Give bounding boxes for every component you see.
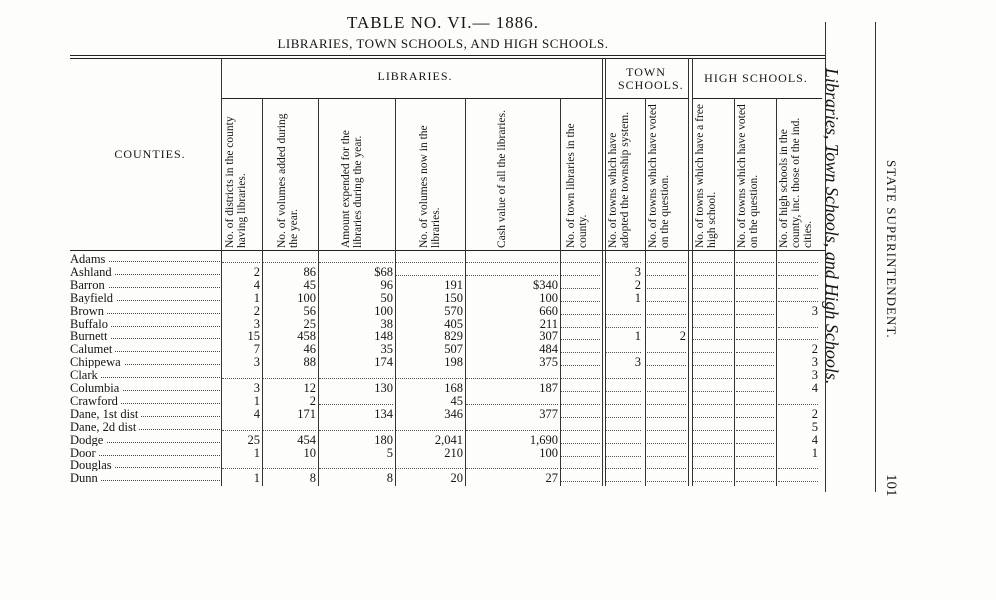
value-cell: 484: [539, 342, 558, 357]
value-cell: 5: [811, 419, 818, 434]
empty-cell: [647, 442, 686, 444]
empty-cell: [606, 480, 641, 482]
empty-cell: [647, 364, 686, 366]
empty-cell: [396, 377, 463, 379]
empty-cell: [561, 442, 600, 444]
county-cell: [70, 330, 220, 342]
county-cell: [70, 447, 220, 459]
empty-cell: [561, 390, 600, 392]
county-name: Adams: [70, 253, 108, 265]
value-cell: 346: [444, 406, 463, 421]
empty-cell: [606, 351, 641, 353]
group-rule-high: [692, 98, 822, 99]
empty-cell: [606, 377, 641, 379]
county-cell: [70, 369, 220, 381]
empty-cell: [606, 467, 641, 469]
value-cell: 88: [303, 355, 316, 370]
table-row: [70, 421, 820, 433]
empty-cell: [647, 403, 686, 405]
empty-cell: [693, 455, 732, 457]
empty-cell: [606, 416, 641, 418]
value-cell: 96: [380, 277, 393, 292]
empty-cell: [561, 467, 600, 469]
empty-cell: [561, 300, 600, 302]
county-cell: [70, 459, 220, 471]
value-cell: 100: [297, 290, 316, 305]
value-cell: 1,690: [529, 432, 558, 447]
empty-cell: [561, 403, 600, 405]
group-rule-libraries: [222, 98, 603, 99]
empty-cell: [561, 364, 600, 366]
empty-cell: [736, 416, 774, 418]
empty-cell: [396, 274, 463, 276]
value-cell: 8: [309, 471, 316, 486]
empty-cell: [693, 467, 732, 469]
empty-cell: [263, 467, 316, 469]
value-cell: 86: [303, 264, 316, 279]
value-cell: 50: [380, 290, 393, 305]
empty-cell: [561, 351, 600, 353]
empty-cell: [693, 416, 732, 418]
value-cell: 168: [444, 381, 463, 395]
county-name: Burnett: [70, 330, 111, 342]
value-cell: 5: [386, 445, 393, 460]
county-name: Calumet: [70, 343, 115, 355]
empty-cell: [561, 455, 600, 457]
empty-cell: [319, 467, 393, 469]
value-cell: 130: [374, 381, 393, 395]
county-name: Dunn: [70, 472, 101, 484]
value-cell: 100: [539, 445, 558, 460]
empty-cell: [647, 480, 686, 482]
value-cell: $68: [374, 264, 393, 279]
empty-cell: [647, 455, 686, 457]
empty-cell: [561, 313, 600, 315]
empty-cell: [736, 480, 774, 482]
empty-cell: [561, 326, 600, 328]
empty-cell: [396, 429, 463, 431]
value-cell: 3: [634, 355, 641, 370]
empty-cell: [222, 261, 260, 263]
table-row: [70, 330, 820, 342]
empty-cell: [466, 261, 558, 263]
group-header-libraries: LIBRARIES.: [377, 69, 453, 83]
value-cell: 211: [539, 316, 558, 331]
value-cell: 307: [539, 329, 558, 344]
value-cell: 38: [380, 316, 393, 331]
empty-cell: [263, 377, 316, 379]
empty-cell: [561, 338, 600, 340]
empty-cell: [693, 313, 732, 315]
county-name: Ashland: [70, 266, 115, 278]
value-cell: 25: [247, 432, 260, 447]
value-cell: 171: [297, 406, 316, 421]
empty-cell: [693, 442, 732, 444]
empty-cell: [466, 274, 558, 276]
value-cell: 1: [253, 445, 260, 460]
value-cell: 7: [253, 342, 260, 357]
empty-cell: [647, 287, 686, 289]
empty-cell: [693, 377, 732, 379]
empty-cell: [647, 326, 686, 328]
value-cell: 2: [253, 264, 260, 279]
value-cell: 3: [253, 355, 260, 370]
empty-cell: [606, 390, 641, 392]
value-cell: 458: [297, 329, 316, 344]
table-row: [70, 447, 820, 459]
empty-cell: [647, 416, 686, 418]
empty-cell: [319, 403, 393, 405]
value-cell: 25: [303, 316, 316, 331]
header-rule-top-2: [70, 58, 825, 59]
value-cell: 2,041: [434, 432, 463, 447]
group-header-town-schools: TOWN SCHOOLS.: [618, 65, 684, 92]
table-row: [70, 472, 820, 484]
empty-cell: [561, 480, 600, 482]
value-cell: 4: [811, 381, 818, 395]
empty-cell: [263, 429, 316, 431]
value-cell: 100: [374, 303, 393, 318]
empty-cell: [561, 261, 600, 263]
empty-cell: [606, 429, 641, 431]
value-cell: 134: [374, 406, 393, 421]
value-cell: 2: [811, 406, 818, 421]
value-cell: 15: [247, 329, 260, 344]
empty-cell: [736, 442, 774, 444]
empty-cell: [736, 364, 774, 366]
county-name: Bayfield: [70, 292, 116, 304]
empty-cell: [222, 467, 260, 469]
empty-cell: [561, 377, 600, 379]
value-cell: 4: [253, 406, 260, 421]
county-cell: [70, 395, 220, 407]
empty-cell: [778, 261, 818, 263]
empty-cell: [647, 429, 686, 431]
county-name: Buffalo: [70, 318, 111, 330]
table-subtitle: LIBRARIES, TOWN SCHOOLS, AND HIGH SCHOOLS.: [277, 36, 609, 51]
empty-cell: [606, 326, 641, 328]
empty-cell: [606, 442, 641, 444]
value-cell: 46: [303, 342, 316, 357]
value-cell: 20: [450, 471, 463, 486]
empty-cell: [778, 287, 818, 289]
county-name: Clark: [70, 369, 101, 381]
empty-cell: [693, 351, 732, 353]
header-bottom-rule: [70, 250, 825, 251]
value-cell: 507: [444, 342, 463, 357]
county-name: Dane, 2d dist: [70, 421, 139, 433]
empty-cell: [647, 351, 686, 353]
value-cell: 1: [811, 445, 818, 460]
empty-cell: [561, 429, 600, 431]
value-cell: 1: [634, 290, 641, 305]
empty-cell: [736, 300, 774, 302]
empty-cell: [606, 261, 641, 263]
empty-cell: [693, 287, 732, 289]
empty-cell: [647, 467, 686, 469]
value-cell: 2: [253, 303, 260, 318]
empty-cell: [693, 326, 732, 328]
empty-cell: [736, 313, 774, 315]
value-cell: 660: [539, 303, 558, 318]
table-row: [70, 369, 820, 381]
empty-cell: [222, 429, 260, 431]
value-cell: 210: [444, 445, 463, 460]
empty-cell: [736, 351, 774, 353]
table-row: [70, 434, 820, 446]
county-name: Dane, 1st dist: [70, 408, 141, 420]
value-cell: 56: [303, 303, 316, 318]
value-cell: 45: [450, 393, 463, 408]
county-name: Chippewa: [70, 356, 124, 368]
value-cell: 148: [374, 329, 393, 344]
value-cell: 2: [634, 277, 641, 292]
empty-cell: [778, 326, 818, 328]
empty-cell: [466, 429, 558, 431]
empty-cell: [222, 377, 260, 379]
value-cell: 377: [539, 406, 558, 421]
empty-cell: [693, 480, 732, 482]
value-cell: 12: [303, 381, 316, 395]
table-row: [70, 266, 820, 278]
county-cell: [70, 382, 220, 394]
county-cell: [70, 472, 220, 484]
value-cell: 829: [444, 329, 463, 344]
empty-cell: [736, 390, 774, 392]
empty-cell: [693, 338, 732, 340]
empty-cell: [693, 364, 732, 366]
group-rule-town: [605, 98, 688, 99]
value-cell: 3: [253, 381, 260, 395]
table-row: [70, 343, 820, 355]
value-cell: 405: [444, 316, 463, 331]
empty-cell: [263, 261, 316, 263]
value-cell: 35: [380, 342, 393, 357]
empty-cell: [606, 455, 641, 457]
value-cell: 2: [679, 329, 686, 344]
empty-cell: [736, 377, 774, 379]
empty-cell: [693, 300, 732, 302]
table-row: [70, 408, 820, 420]
value-cell: 1: [634, 329, 641, 344]
value-cell: 3: [811, 303, 818, 318]
empty-cell: [319, 377, 393, 379]
group-header-high-schools: HIGH SCHOOLS.: [704, 71, 808, 85]
value-cell: $340: [533, 277, 558, 292]
group-header-counties: COUNTIES.: [114, 147, 186, 161]
county-name: Barron: [70, 279, 108, 291]
empty-cell: [736, 261, 774, 263]
empty-cell: [778, 300, 818, 302]
empty-cell: [736, 429, 774, 431]
empty-cell: [319, 429, 393, 431]
county-cell: [70, 356, 220, 368]
empty-cell: [647, 261, 686, 263]
table-row: [70, 279, 820, 291]
county-name: Door: [70, 447, 99, 459]
empty-cell: [647, 313, 686, 315]
table-row: [70, 459, 820, 471]
empty-cell: [736, 403, 774, 405]
empty-cell: [693, 274, 732, 276]
value-cell: 191: [444, 277, 463, 292]
value-cell: 3: [811, 368, 818, 383]
value-cell: 174: [374, 355, 393, 370]
empty-cell: [396, 467, 463, 469]
empty-cell: [466, 467, 558, 469]
value-cell: 375: [539, 355, 558, 370]
empty-cell: [466, 377, 558, 379]
county-name: Dodge: [70, 434, 106, 446]
value-cell: 1: [253, 393, 260, 408]
header-rule-top: [70, 55, 825, 56]
value-cell: 187: [539, 381, 558, 395]
empty-cell: [319, 261, 393, 263]
county-name: Crawford: [70, 395, 121, 407]
empty-cell: [561, 274, 600, 276]
value-cell: 180: [374, 432, 393, 447]
value-cell: 45: [303, 277, 316, 292]
table-row: [70, 382, 820, 394]
county-name: Brown: [70, 305, 107, 317]
empty-cell: [693, 390, 732, 392]
value-cell: 1: [253, 471, 260, 486]
empty-cell: [736, 274, 774, 276]
value-cell: 454: [297, 432, 316, 447]
value-cell: 198: [444, 355, 463, 370]
value-cell: 2: [309, 393, 316, 408]
table-row: [70, 305, 820, 317]
empty-cell: [778, 480, 818, 482]
county-cell: [70, 421, 220, 433]
value-cell: 4: [253, 277, 260, 292]
empty-cell: [736, 467, 774, 469]
empty-cell: [693, 429, 732, 431]
table-title: TABLE NO. VI.— 1886.: [346, 13, 540, 32]
empty-cell: [647, 274, 686, 276]
empty-cell: [778, 274, 818, 276]
empty-cell: [561, 416, 600, 418]
empty-cell: [778, 403, 818, 405]
value-cell: 3: [811, 355, 818, 370]
right-border-2: [875, 22, 876, 492]
value-cell: 10: [303, 445, 316, 460]
table-row: [70, 318, 820, 330]
county-cell: [70, 266, 220, 278]
empty-cell: [778, 467, 818, 469]
value-cell: 27: [545, 471, 558, 486]
value-cell: 2: [811, 342, 818, 357]
value-cell: 3: [253, 316, 260, 331]
empty-cell: [606, 313, 641, 315]
county-cell: [70, 408, 220, 420]
empty-cell: [647, 377, 686, 379]
table-row: [70, 356, 820, 368]
county-cell: [70, 279, 220, 291]
county-cell: [70, 292, 220, 304]
value-cell: 570: [444, 303, 463, 318]
value-cell: 8: [386, 471, 393, 486]
county-cell: [70, 305, 220, 317]
empty-cell: [647, 390, 686, 392]
empty-cell: [396, 261, 463, 263]
county-name: Columbia: [70, 382, 122, 394]
value-cell: 150: [444, 290, 463, 305]
empty-cell: [693, 403, 732, 405]
table-row: [70, 292, 820, 304]
table-row: [70, 253, 820, 265]
empty-cell: [466, 403, 558, 405]
value-cell: 4: [811, 432, 818, 447]
empty-cell: [606, 403, 641, 405]
county-name: Douglas: [70, 459, 115, 471]
empty-cell: [778, 338, 818, 340]
empty-cell: [647, 300, 686, 302]
county-cell: [70, 434, 220, 446]
value-cell: 3: [634, 264, 641, 279]
empty-cell: [736, 338, 774, 340]
empty-cell: [736, 287, 774, 289]
county-cell: [70, 253, 220, 265]
county-cell: [70, 318, 220, 330]
empty-cell: [693, 261, 732, 263]
county-cell: [70, 343, 220, 355]
value-cell: 100: [539, 290, 558, 305]
value-cell: 1: [253, 290, 260, 305]
empty-cell: [736, 455, 774, 457]
empty-cell: [561, 287, 600, 289]
empty-cell: [736, 326, 774, 328]
table-row: [70, 395, 820, 407]
